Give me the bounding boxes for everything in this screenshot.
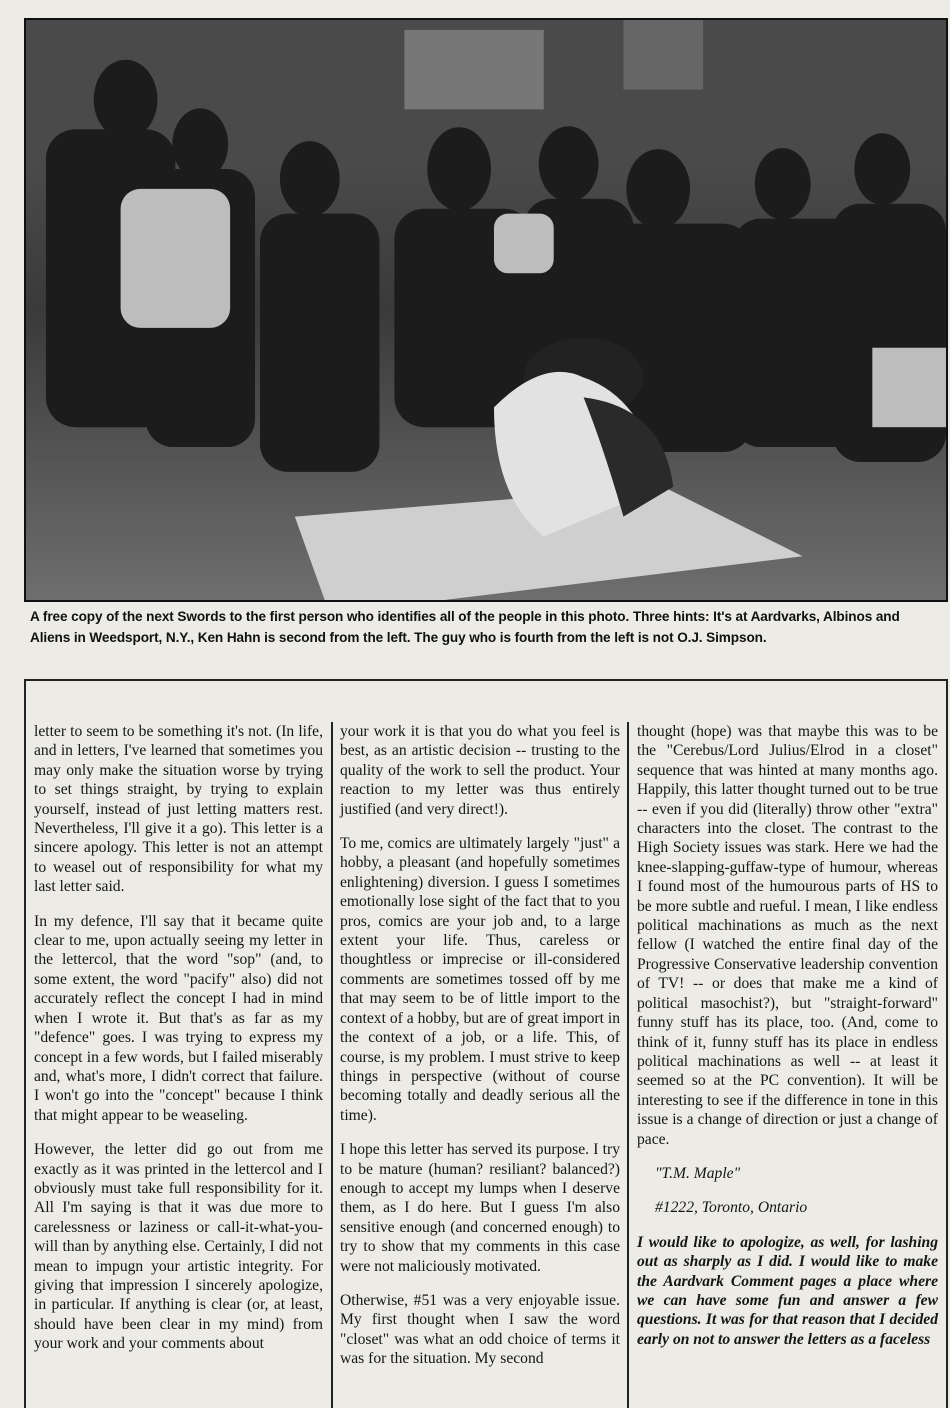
signature-name: "T.M. Maple": [655, 1164, 741, 1182]
group-photo: [24, 18, 948, 602]
letter-signature: [655, 1164, 938, 1218]
paragraph: letter to seem to be something it's not. (In life, and in letters, I've learned that sometimes you may only make the situation worse by trying to set things straight, by trying to explain yourself, instead of just letting matters rest. Nevertheless, I'll give it a go). This letter is a sincere apology. This letter is not an attempt to weasel out of responsibility for what my last letter said.: [34, 723, 323, 896]
text-column-1: [24, 722, 331, 1408]
paragraph: In my defence, I'll say that it became quite clear to me, upon actually seeing my letter in the lettercol, that the word "sop" (and, to some extent, the word "pacify" also) did not accurately reflect the concept I had in mind when I wrote it. But that's as far as my "defence" goes. I was trying to express my concept in a few words, but I failed miserably and, what's more, I didn't correct that failure. I won't go into the "concept" because I think that might appear to be weaseling.: [34, 912, 323, 1124]
paragraph: I hope this letter has served its purpose. I try to be mature (human? resiliant? balanced?) enough to accept my lumps when I deserve them, as I do here. But I guess I'm also sensitive enough (and concerned enough) to try to show that my comments in this case were not maliciously motivated.: [340, 1141, 620, 1275]
paragraph: thought (hope) was that maybe this was to be the "Cerebus/Lord Julius/Elrod in a closet" sequence that was hinted at many months ago. Happily, this latter thought turned out to be true -- even if you did (literally) throw other "extra" characters into the closet. The contrast to the High Society issues was stark. Here we had the knee-slapping-guffaw-type of humour, whereas I found most of the humourous parts of HS to be more subtle and rueful. I mean, I like endless political machinations as much as the next fellow (I watched the entire final day of the Progressive Conservative leadership convention of TV! -- or does that make me a kind of political masochist?), but "straight-forward" funny stuff has its place, too. (And, come to think of it, funny stuff has its place in endless political machinations as well -- at least it seemed so at the PC convention). It will be interesting to see if the difference in tone in this issue is a change of direction or just a change of pace.: [637, 723, 938, 1148]
signature-location: #1222, Toronto, Ontario: [655, 1199, 808, 1217]
paragraph: your work it is that you do what you feel is best, as an artistic decision -- trusting to the quality of the work to sell the product. Your reaction to my letter was thus entirely justified (and very direct!).: [340, 723, 620, 818]
photo-caption: A free copy of the next Swords to the first person who identifies all of the people in this photo. Three hints: It's at Aardvarks, Albinos and Aliens in Weedsport, N.Y., Ken Hahn is second from the left. The guy who is fourth from the left is not O.J. Simpson.: [30, 609, 900, 645]
group-photo-image: [26, 20, 946, 600]
text-column-2: [331, 722, 627, 1408]
paragraph: To me, comics are ultimately largely "just" a hobby, a pleasant (and hopefully sometimes enlightening) diversion. I guess I sometimes emotionally lose sight of the fact that to you pros, comics are your job and, to a large extent your life. Thus, careless or thoughtless or imprecise or ill-considered comments are sometimes tossed off by me that may seem to be of little import to the context of a hobby, but are of great import in the context of a job, or a life. This, of course, is my problem. I must strive to keep things in perspective (without of course becoming totally and deadly serious all the time).: [340, 835, 620, 1124]
paragraph: However, the letter did go out from me exactly as it was printed in the lettercol and I obviously must take full responsibility for it. All I'm saying is that it was due more to carelessness or laziness or call-it-what-you-will than by anything else. Certainly, I did not mean to impugn your artistic integrity. For giving that impression I sincerely apologize, in particular. If anything is clear (or, at least, should have been clear in my mind) from your work and your comments about: [34, 1141, 323, 1353]
editor-reply: I would like to apologize, as well, for lashing out as sharply as I did. I would like to make the Aardvark Comment pages a place where we can have some fun and answer a few questions. It was for that reason that I decided early on not to answer the letters as a faceless: [637, 1233, 938, 1348]
text-column-3: [627, 722, 948, 1408]
paragraph: Otherwise, #51 was a very enjoyable issue. My first thought when I saw the word "closet" was what an odd choice of terms it was for the situation. My second: [340, 1291, 620, 1368]
caption-divider-box: [24, 679, 948, 723]
